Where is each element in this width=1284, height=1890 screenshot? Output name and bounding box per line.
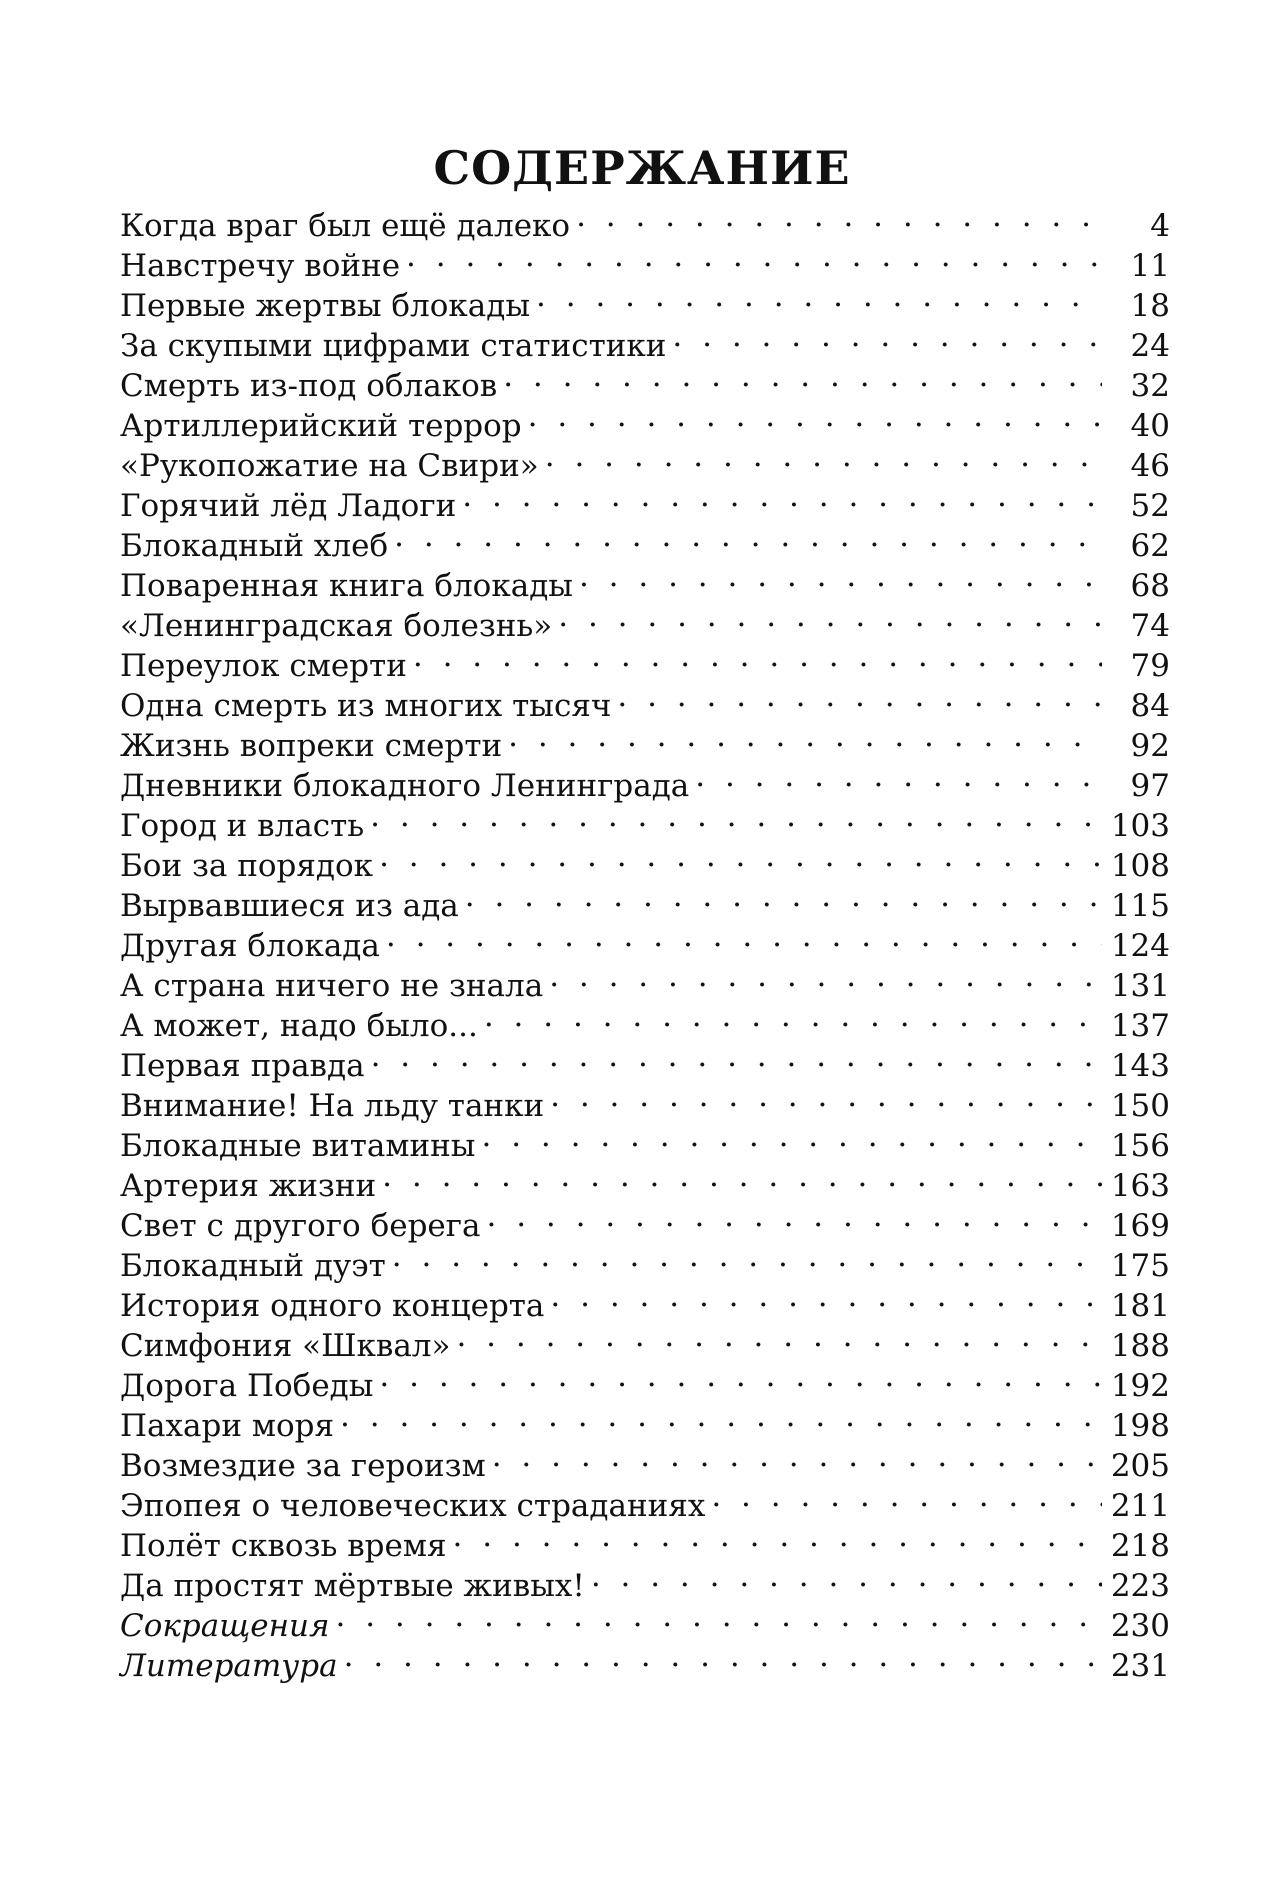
toc-entry-title: Когда враг был ещё далеко [120, 208, 571, 244]
toc-entry-page-number: 62 [1102, 526, 1170, 566]
dot-leader [528, 396, 1102, 436]
dot-leader [484, 996, 1102, 1036]
toc-entry-page-number: 40 [1102, 406, 1170, 446]
page-title: СОДЕРЖАНИЕ [433, 141, 851, 195]
dot-leader [370, 796, 1102, 836]
dot-leader [550, 1076, 1102, 1116]
toc-entry-page-number: 156 [1102, 1126, 1170, 1166]
dot-leader [492, 1436, 1102, 1476]
toc-entry-page-number: 68 [1102, 566, 1170, 606]
toc-entry-page-number: 143 [1102, 1046, 1170, 1086]
toc-entry-page-number: 18 [1102, 286, 1170, 326]
dot-leader [371, 1036, 1102, 1076]
dot-leader [462, 476, 1102, 516]
dot-leader [672, 316, 1102, 356]
toc-entry-page-number: 32 [1102, 366, 1170, 406]
dot-leader [481, 1116, 1102, 1156]
dot-leader [453, 1516, 1102, 1556]
toc-entry-title: Симфония «Шквал» [120, 1328, 451, 1364]
toc-entry-page-number: 52 [1102, 486, 1170, 526]
toc-entry-title: Переулок смерти [120, 648, 407, 684]
toc-entry-page-number: 218 [1102, 1526, 1170, 1566]
toc-entry-title: «Ленинградская болезнь» [120, 608, 553, 644]
dot-leader [508, 716, 1102, 756]
dot-leader [406, 236, 1102, 276]
dot-leader [386, 916, 1102, 956]
dot-leader [379, 1356, 1102, 1396]
toc-entry-title: Блокадный дуэт [120, 1248, 386, 1284]
toc-entry [120, 196, 1170, 244]
toc-entry-title: А страна ничего не знала [120, 968, 544, 1004]
toc-entry-page-number: 124 [1102, 926, 1170, 966]
toc-entry-title: Бои за порядок [120, 848, 374, 884]
toc-entry-page-number: 74 [1102, 606, 1170, 646]
dot-leader [487, 1196, 1103, 1236]
toc-entry-title: Одна смерть из многих тысяч [120, 688, 612, 724]
toc-entry-title: История одного концерта [120, 1288, 545, 1324]
toc-entry-title: Блокадные витамины [120, 1128, 476, 1164]
toc-entry-title: Полёт сквозь время [120, 1528, 447, 1564]
dot-leader [336, 1596, 1102, 1636]
dot-leader [392, 1236, 1102, 1276]
toc-entry-title: Первая правда [120, 1048, 365, 1084]
toc-entry-page-number: 24 [1102, 326, 1170, 366]
toc-entry-page-number: 115 [1102, 886, 1170, 926]
table-of-contents [120, 196, 1170, 1684]
toc-entry-page-number: 192 [1102, 1366, 1170, 1406]
toc-entry-page-number: 205 [1102, 1446, 1170, 1486]
toc-entry-title: Артиллерийский террор [120, 408, 522, 444]
toc-entry-page-number: 11 [1102, 246, 1170, 286]
toc-entry-page-number: 181 [1102, 1286, 1170, 1326]
dot-leader [413, 636, 1102, 676]
toc-entry-page-number: 131 [1102, 966, 1170, 1006]
toc-entry-title: Горячий лёд Ладоги [120, 488, 457, 524]
toc-entry-page-number: 175 [1102, 1246, 1170, 1286]
toc-entry-title: Да простят мёртвые живых! [120, 1568, 585, 1604]
toc-entry-page-number: 231 [1102, 1646, 1170, 1686]
toc-entry-title: Пахари моря [120, 1408, 335, 1444]
dot-leader [382, 1156, 1102, 1196]
dot-leader [545, 436, 1102, 476]
toc-entry-page-number: 84 [1102, 686, 1170, 726]
toc-entry-page-number: 92 [1102, 726, 1170, 766]
dot-leader [579, 556, 1102, 596]
toc-entry-title: «Рукопожатие на Свири» [120, 448, 539, 484]
dot-leader [549, 956, 1102, 996]
toc-entry-title: Возмездие за героизм [120, 1448, 486, 1484]
toc-entry-title: Вырвавшиеся из ада [120, 888, 459, 924]
toc-entry-page-number: 46 [1102, 446, 1170, 486]
toc-entry-page-number: 79 [1102, 646, 1170, 686]
toc-entry-page-number: 150 [1102, 1086, 1170, 1126]
dot-leader [456, 1316, 1102, 1356]
toc-entry-title: Литература [120, 1648, 338, 1684]
toc-entry-page-number: 97 [1102, 766, 1170, 806]
dot-leader [558, 596, 1102, 636]
dot-leader [576, 196, 1102, 236]
dot-leader [340, 1396, 1102, 1436]
dot-leader [503, 356, 1102, 396]
toc-entry-title: Город и власть [120, 808, 365, 844]
toc-entry-title: Свет с другого берега [120, 1208, 481, 1244]
toc-entry-page-number: 169 [1102, 1206, 1170, 1246]
toc-entry-title: Артерия жизни [120, 1168, 377, 1204]
toc-entry-page-number: 137 [1102, 1006, 1170, 1046]
dot-leader [379, 836, 1102, 876]
toc-entry-title: А может, надо было... [120, 1008, 478, 1044]
toc-entry-title: Поваренная книга блокады [120, 568, 573, 604]
dot-leader [617, 676, 1102, 716]
toc-entry-title: Сокращения [120, 1608, 330, 1644]
dot-leader [394, 516, 1102, 556]
toc-entry-title: Блокадный хлеб [120, 528, 389, 564]
toc-entry-title: Смерть из-под облаков [120, 368, 498, 404]
toc-entry-page-number: 4 [1102, 206, 1170, 246]
dot-leader [465, 876, 1102, 916]
dot-leader [711, 1476, 1102, 1516]
dot-leader [550, 1276, 1102, 1316]
toc-entry-title: Дорога Победы [120, 1368, 374, 1404]
toc-entry-page-number: 211 [1102, 1486, 1170, 1526]
toc-entry-title: Другая блокада [120, 928, 380, 964]
toc-entry-title: За скупыми цифрами статистики [120, 328, 667, 364]
toc-entry-page-number: 103 [1102, 806, 1170, 846]
toc-entry-title: Жизнь вопреки смерти [120, 728, 503, 764]
toc-entry-page-number: 163 [1102, 1166, 1170, 1206]
toc-entry-title: Первые жертвы блокады [120, 288, 531, 324]
dot-leader [344, 1636, 1102, 1676]
toc-entry-title: Дневники блокадного Ленинграда [120, 768, 690, 804]
dot-leader [536, 276, 1102, 316]
toc-entry-page-number: 108 [1102, 846, 1170, 886]
toc-entry-title: Навстречу войне [120, 248, 401, 284]
toc-entry-page-number: 230 [1102, 1606, 1170, 1646]
toc-entry-page-number: 198 [1102, 1406, 1170, 1446]
toc-entry-title: Внимание! На льду танки [120, 1088, 545, 1124]
toc-entry-page-number: 188 [1102, 1326, 1170, 1366]
toc-entry-page-number: 223 [1102, 1566, 1170, 1606]
dot-leader [591, 1556, 1102, 1596]
toc-entry-title: Эпопея о человеческих страданиях [120, 1488, 706, 1524]
dot-leader [695, 756, 1102, 796]
